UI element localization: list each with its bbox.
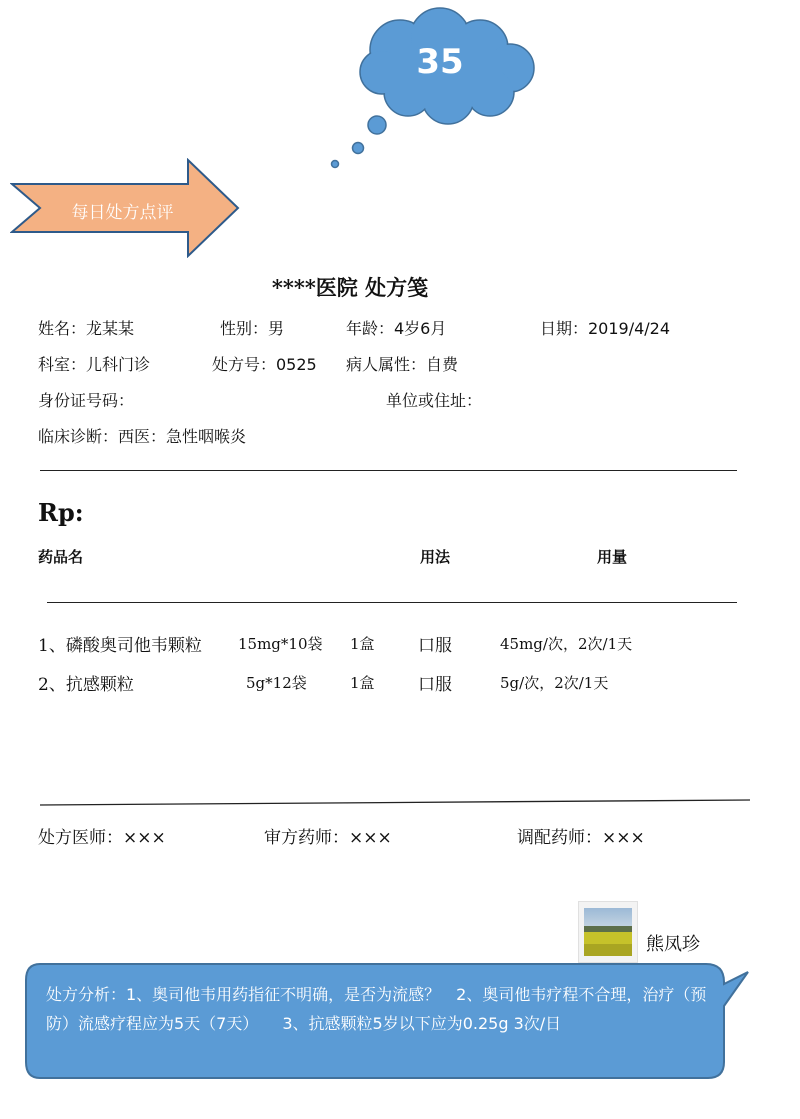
address: 单位或住址：	[386, 391, 483, 410]
drug-quantity: 1盒	[350, 635, 375, 653]
divider-header	[47, 602, 737, 603]
divider-bottom	[40, 792, 752, 802]
id-number: 身份证号码：	[38, 391, 135, 410]
banner-label: 每日处方点评	[71, 203, 174, 223]
drug-name: 1、磷酸奥司他韦颗粒	[38, 636, 202, 656]
drug-spec: 15mg*10袋	[238, 635, 323, 653]
drug-route: 口服	[418, 675, 452, 695]
prescription-date: 日期：2019/4/24	[540, 319, 671, 338]
header-usage: 用法	[420, 548, 451, 566]
drug-name: 2、抗感颗粒	[38, 675, 134, 695]
analysis-bubble	[24, 962, 752, 1082]
thought-cloud-icon	[320, 0, 550, 175]
header-dosage: 用量	[597, 548, 628, 566]
drug-dose: 5g/次，2次/1天	[500, 674, 609, 692]
diagnosis: 临床诊断：西医：急性咽喉炎	[38, 427, 247, 446]
prescribing-doctor: 处方医师：×××	[38, 828, 166, 848]
drug-route: 口服	[418, 636, 452, 656]
patient-name: 姓名：龙某某	[38, 319, 135, 338]
rp-label: Rp:	[38, 498, 84, 527]
reviewer-name: 熊凤珍	[646, 934, 700, 955]
patient-age: 年龄：4岁6月	[346, 319, 447, 338]
department: 科室：儿科门诊	[38, 355, 151, 374]
reviewing-pharmacist: 审方药师：×××	[264, 828, 392, 848]
drug-quantity: 1盒	[350, 674, 375, 692]
page-title: ****医院 处方笺	[271, 275, 429, 300]
badge-number: 35	[416, 42, 464, 82]
patient-gender: 性别：男	[220, 319, 285, 338]
number-badge	[320, 0, 550, 175]
prescription-number: 处方号：0525	[212, 355, 317, 374]
drug-dose: 45mg/次，2次/1天	[500, 635, 633, 653]
analysis-text: 处方分析：1、奥司他韦用药指征不明确，是否为流感？ 2、奥司他韦疗程不合理，治疗（预防）流感疗程应为5天（7天） 3、抗感颗粒5岁以下应为0.25g 3次/日	[46, 985, 707, 1033]
drug-spec: 5g*12袋	[246, 674, 307, 692]
divider-top	[40, 470, 737, 471]
landscape-photo-icon	[584, 908, 632, 956]
header-drug-name: 药品名	[38, 548, 84, 566]
daily-review-banner	[10, 158, 242, 258]
payment-type: 病人属性：自费	[346, 355, 459, 374]
avatar	[578, 901, 638, 963]
dispensing-pharmacist: 调配药师：×××	[517, 828, 645, 848]
